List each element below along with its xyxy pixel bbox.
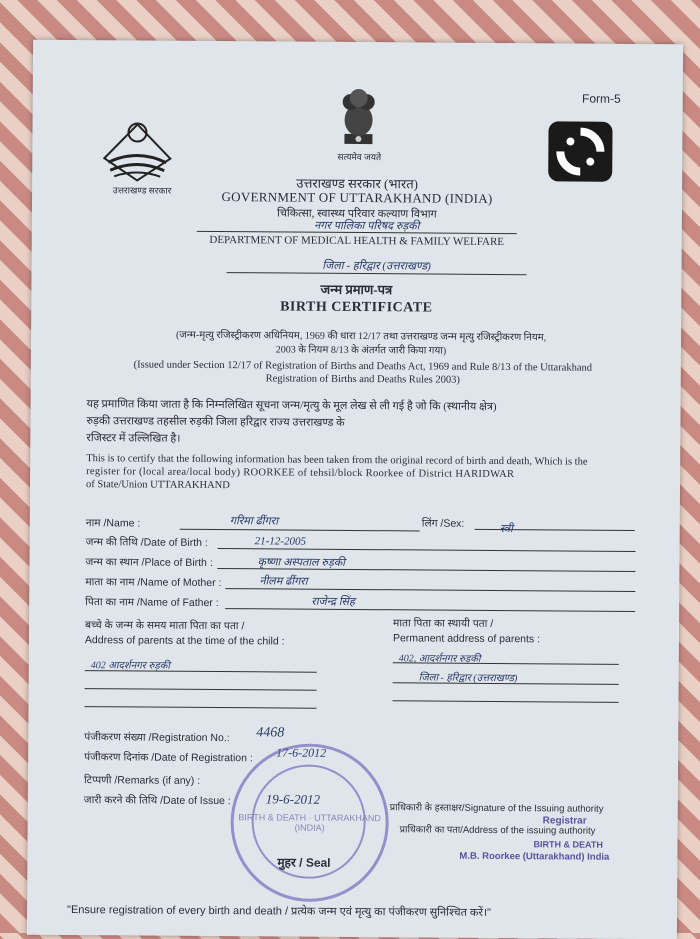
registrar-stamp-line-1: Registrar bbox=[542, 815, 587, 827]
certify-hindi-line-2: रुड़की उत्तराखण्ड तहसील रुड़की जिला हरिद्वार राज्य उत्तराखण्ड के bbox=[86, 415, 345, 429]
mother-label: माता का नाम /Name of Mother : bbox=[85, 576, 222, 590]
issue-date-value: 19-6-2012 bbox=[265, 791, 321, 807]
dob-label: जन्म की तिथि /Date of Birth : bbox=[85, 536, 208, 549]
father-label: पिता का नाम /Name of Father : bbox=[85, 596, 219, 610]
dob-line bbox=[218, 548, 636, 552]
mother-value: नीलम ढींगरा bbox=[259, 575, 308, 588]
permanent-address-line-1-value: 402, आदर्शनगर रुड़की bbox=[398, 653, 481, 665]
dob-value: 21-12-2005 bbox=[254, 535, 307, 548]
certificate-title-hindi: जन्म प्रमाण-पत्र bbox=[320, 281, 393, 298]
signature-label: प्राधिकारी के हस्ताक्षर/Signature of the Issuing authority bbox=[389, 802, 604, 815]
department-english: DEPARTMENT OF MEDICAL HEALTH & FAMILY WELFARE bbox=[197, 231, 517, 248]
certify-hindi-line-3: रजिस्टर में उल्लिखित है। bbox=[86, 432, 181, 445]
footer-note: "Ensure registration of every birth and death / प्रत्येक जन्म एवं मृत्यु का पंजीकरण सुनिश्चित करें।" bbox=[67, 904, 492, 919]
issued-under-english bbox=[93, 358, 633, 388]
child-address-line-3 bbox=[84, 706, 316, 709]
satyamev-jayate-label: सत्यमेव जयते bbox=[337, 151, 382, 163]
name-line bbox=[180, 529, 420, 532]
issued-english-line-1: (Issued under Section 12/17 of Registration of Births and Deaths Act, 1969 and Rule 8/13 of the Uttarakhand bbox=[133, 359, 593, 374]
child-address-line-2 bbox=[85, 688, 317, 691]
seal-ring-text: BIRTH & DEATH · UTTARAKHAND (INDIA) bbox=[238, 812, 381, 833]
issue-date-label: जारी करने की तिथि /Date of Issue : bbox=[83, 794, 231, 808]
pob-label: जन्म का स्थान /Place of Birth : bbox=[85, 556, 213, 570]
registrar-stamp-line-3: M.B. Roorkee (Uttarakhand) India bbox=[459, 850, 610, 863]
remarks-label: टिप्पणी /Remarks (if any) : bbox=[83, 774, 201, 787]
state-name-hindi: उत्तराखण्ड सरकार (भारत) bbox=[296, 175, 419, 192]
child-address-line-1 bbox=[85, 670, 317, 673]
father-value: राजेन्द्र सिंह bbox=[311, 595, 355, 609]
name-value: गरिमा ढींगरा bbox=[229, 515, 279, 528]
state-name-english: GOVERNMENT OF UTTARAKHAND (INDIA) bbox=[221, 189, 493, 206]
child-address-title-hindi: बच्चे के जन्म के समय माता पिता का पता / bbox=[85, 619, 245, 633]
certify-english-line-3: of State/Union UTTARAKHAND bbox=[85, 479, 230, 492]
issued-hindi-line-2: 2003 के नियम 8/13 के अंतर्गत जारी किया गया) bbox=[275, 344, 447, 357]
certify-english bbox=[86, 452, 656, 495]
certify-hindi bbox=[86, 396, 646, 451]
emblem-left-label: उत्तराखण्ड सरकार bbox=[112, 185, 172, 196]
permanent-address-title-english: Permanent address of parents : bbox=[392, 632, 541, 646]
sex-label: लिंग /Sex: bbox=[421, 517, 465, 530]
issued-english-line-2: Registration of Births and Deaths Rules 2003) bbox=[265, 373, 460, 386]
father-line bbox=[225, 608, 635, 612]
name-label: नाम /Name : bbox=[85, 517, 141, 530]
registrar-stamp-line-2: BIRTH & DEATH bbox=[533, 839, 603, 850]
form-number: Form-5 bbox=[582, 91, 621, 106]
issued-under-hindi bbox=[101, 328, 621, 360]
ashoka-emblem-icon bbox=[332, 84, 384, 154]
certify-english-line-2: register for (local area/local body) ROORKEE of tehsil/block Roorkee of District HARIDWAR bbox=[86, 466, 515, 481]
official-seal bbox=[230, 743, 389, 902]
permanent-address-line-2-value: जिला - हरिद्वार (उत्तराखण्ड) bbox=[418, 672, 518, 685]
registration-logo-icon bbox=[548, 121, 612, 181]
certify-english-line-1: This is to certify that the following information has been taken from the original record of birth and death, Which is the bbox=[86, 453, 588, 468]
registration-date-value: 17-6-2012 bbox=[276, 745, 327, 760]
permanent-address-line-3 bbox=[393, 700, 619, 703]
issued-hindi-line-1: (जन्म-मृत्यु रजिस्ट्रीकरण अधिनियम, 1969 की धारा 12/17 तथा उत्तराखण्ड जन्म मृत्यु रजिस्ट्रीकरण नियम, bbox=[175, 329, 547, 344]
permanent-address-title-hindi: माता पिता का स्थायी पता / bbox=[393, 617, 494, 630]
registration-date-label: पंजीकरण दिनांक /Date of Registration : bbox=[84, 751, 253, 765]
department-handwritten: नगर पालिका परिषद रुड़की bbox=[314, 219, 420, 233]
sex-value: स्त्री bbox=[499, 523, 513, 536]
department-hindi: चिकित्सा, स्वास्थ्य परिवार कल्याण विभाग bbox=[277, 207, 437, 221]
registration-number-label: पंजीकरण संख्या /Registration No.: bbox=[84, 731, 230, 745]
mother-line bbox=[225, 588, 635, 592]
permanent-address-line-2 bbox=[393, 682, 619, 685]
certificate-title-english: BIRTH CERTIFICATE bbox=[280, 299, 433, 316]
certify-hindi-line-1: यह प्रमाणित किया जाता है कि निम्नलिखित सूचना जन्म/मृत्यु के मूल लेख से ली गई है जो कि (स्थानीय क्षेत्र) bbox=[86, 398, 497, 413]
registration-number-value: 4468 bbox=[256, 725, 285, 741]
authority-address-label: प्राधिकारी का पता/Address of the issuing authority bbox=[399, 824, 596, 837]
child-address-value: 402 आदर्शनगर रुड़की bbox=[90, 660, 171, 672]
district-handwritten: जिला - हरिद्वार (उत्तराखण्ड) bbox=[227, 257, 527, 275]
seal-label: मुहर / Seal bbox=[277, 855, 331, 870]
certificate-paper bbox=[27, 40, 683, 939]
pob-value: कृष्णा अस्पताल रुड़की bbox=[257, 556, 346, 569]
child-address-title-english: Address of parents at the time of the child : bbox=[84, 634, 285, 648]
